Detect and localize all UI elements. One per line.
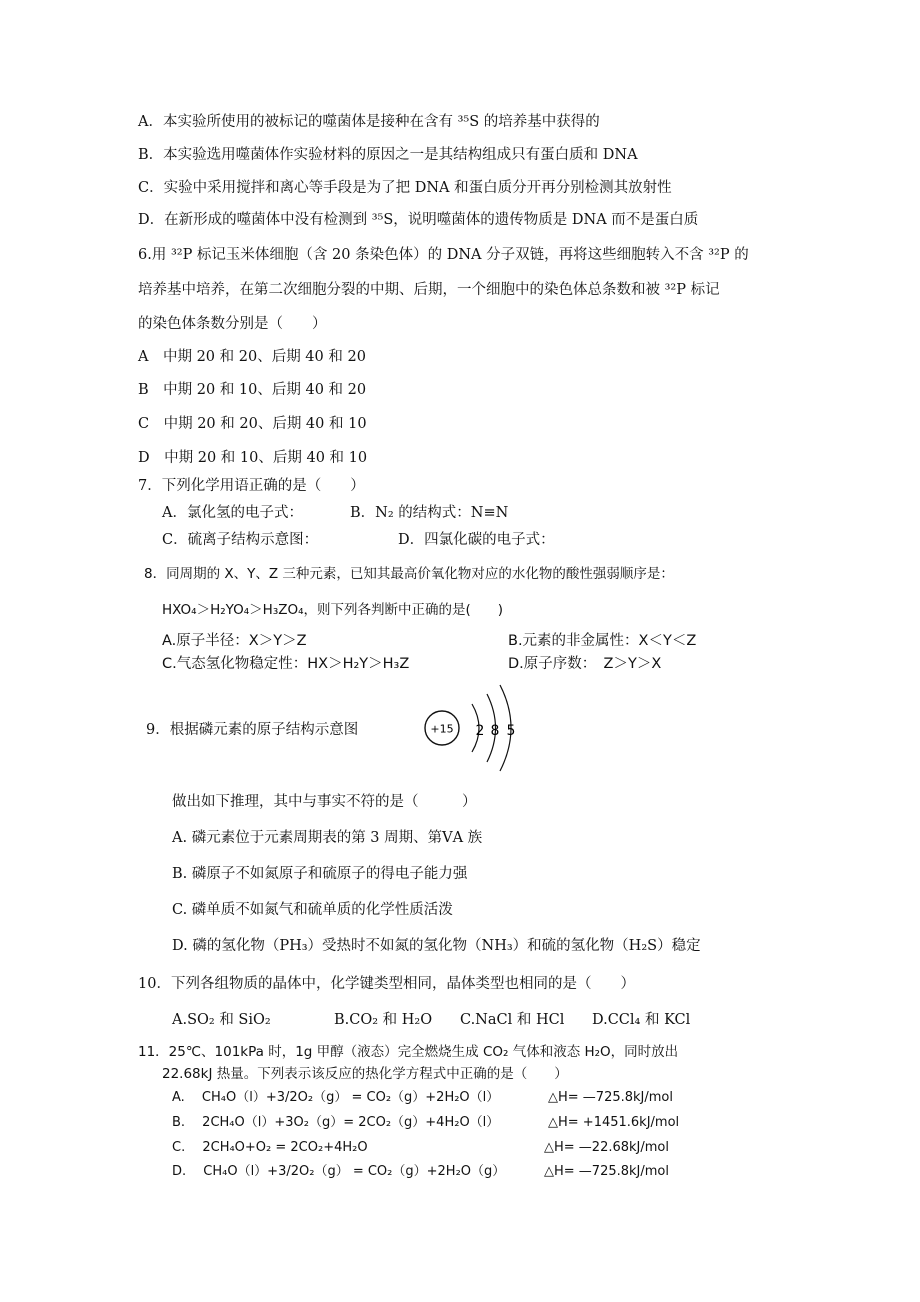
q11-option-a-enthalpy: △H= —725.8kJ/mol <box>548 1090 673 1105</box>
q11-option-c-equation: C. 2CH₄O+O₂ = 2CO₂+4H₂O <box>172 1140 368 1155</box>
q6-option-d: D 中期 20 和 10、后期 40 和 10 <box>138 450 368 466</box>
q6-option-a: A 中期 20 和 20、后期 40 和 20 <box>138 349 366 365</box>
q7-option-d: D．四氯化碳的电子式： <box>398 532 555 548</box>
phosphorus-atom-diagram <box>420 682 530 774</box>
q9-option-d: D. 磷的氢化物（PH₃）受热时不如氮的氢化物（NH₃）和硫的氢化物（H₂S）稳定 <box>172 938 701 954</box>
q11-stem-line2: 22.68kJ 热量。下列表示该反应的热化学方程式中正确的是（ ） <box>162 1066 568 1082</box>
q8-option-c: C.气态氢化物稳定性：HX＞H₂Y＞H₃Z <box>162 656 410 672</box>
q10-option-d: D.CCl₄ 和 KCl <box>592 1012 691 1028</box>
q11-option-b-enthalpy: △H= +1451.6kJ/mol <box>548 1115 680 1130</box>
q8-stem-line2: HXO₄＞H₂YO₄＞H₃ZO₄，则下列各判断中正确的是( ) <box>162 602 504 618</box>
q11-option-c-enthalpy: △H= —22.68kJ/mol <box>544 1140 669 1155</box>
q6-option-c: C 中期 20 和 20、后期 40 和 10 <box>138 416 367 432</box>
shell-2-electrons: 8 <box>490 723 500 739</box>
q5-option-b: B．本实验选用噬菌体作实验材料的原因之一是其结构组成只有蛋白质和 DNA <box>138 147 638 163</box>
q8-stem: 8．同周期的 X、Y、Z 三种元素，已知其最高价氧化物对应的水化物的酸性强弱顺序是： <box>144 566 674 582</box>
q6-stem-line1: 6.用 ³²P 标记玉米体细胞（含 20 条染色体）的 DNA 分子双链，再将这些细胞转入不含 ³²P 的 <box>138 247 749 263</box>
q8-option-d: D.原子序数： Z＞Y＞X <box>508 656 662 672</box>
q11-option-a-equation: A. CH₄O（l）+3/2O₂（g） = CO₂（g）+2H₂O（l） <box>172 1090 500 1105</box>
q6-option-b: B 中期 20 和 10、后期 40 和 20 <box>138 382 367 398</box>
q10-option-b: B.CO₂ 和 H₂O <box>334 1012 433 1028</box>
q10-stem: 10．下列各组物质的晶体中，化学键类型相同，晶体类型也相同的是（ ） <box>138 976 635 992</box>
q11-option-b-equation: B. 2CH₄O（l）+3O₂（g）= 2CO₂（g）+4H₂O（l） <box>172 1115 500 1130</box>
q9-stem: 9．根据磷元素的原子结构示意图 <box>146 722 359 738</box>
q6-stem-line3: 的染色体条数分别是（ ） <box>138 316 327 332</box>
q6-stem-line2: 培养基中培养，在第二次细胞分裂的中期、后期，一个细胞中的染色体总条数和被 ³²P 标记 <box>138 282 720 298</box>
q9-option-a: A. 磷元素位于元素周期表的第 3 周期、第ⅤA 族 <box>172 830 483 846</box>
q9-option-c: C. 磷单质不如氮气和硫单质的化学性质活泼 <box>172 902 453 918</box>
shell-1-electrons: 2 <box>475 723 485 739</box>
q8-option-b: B.元素的非金属性：X＜Y＜Z <box>508 633 697 649</box>
q8-option-a: A.原子半径：X＞Y＞Z <box>162 633 307 649</box>
q5-option-d: D．在新形成的噬菌体中没有检测到 ³⁵S，说明噬菌体的遗传物质是 DNA 而不是蛋白质 <box>138 212 699 228</box>
q7-option-a: A．氯化氢的电子式： <box>162 505 303 521</box>
shell-3-electrons: 5 <box>506 723 516 739</box>
q5-option-c: C．实验中采用搅拌和离心等手段是为了把 DNA 和蛋白质分开再分别检测其放射性 <box>138 180 672 196</box>
q5-option-a: A．本实验所使用的被标记的噬菌体是接种在含有 ³⁵S 的培养基中获得的 <box>138 114 600 130</box>
q10-option-c: C.NaCl 和 HCl <box>460 1012 565 1028</box>
nucleus-charge: +15 <box>430 722 454 736</box>
q11-option-d-equation: D. CH₄O（l）+3/2O₂（g） = CO₂（g）+2H₂O（g） <box>172 1164 506 1179</box>
q9-stem-line2: 做出如下推理，其中与事实不符的是（ ） <box>172 794 477 810</box>
q7-option-b: B．N₂ 的结构式：N≡N <box>350 505 509 521</box>
q7-stem: 7．下列化学用语正确的是（ ） <box>138 478 365 494</box>
q7-option-c: C．硫离子结构示意图： <box>162 532 319 548</box>
q11-option-d-enthalpy: △H= —725.8kJ/mol <box>544 1164 669 1179</box>
q11-stem: 11．25℃、101kPa 时，1g 甲醇（液态）完全燃烧生成 CO₂ 气体和液态 H₂O，同时放出 <box>138 1044 679 1060</box>
q9-option-b: B. 磷原子不如氮原子和硫原子的得电子能力强 <box>172 866 468 882</box>
q10-option-a: A.SO₂ 和 SiO₂ <box>172 1012 271 1028</box>
